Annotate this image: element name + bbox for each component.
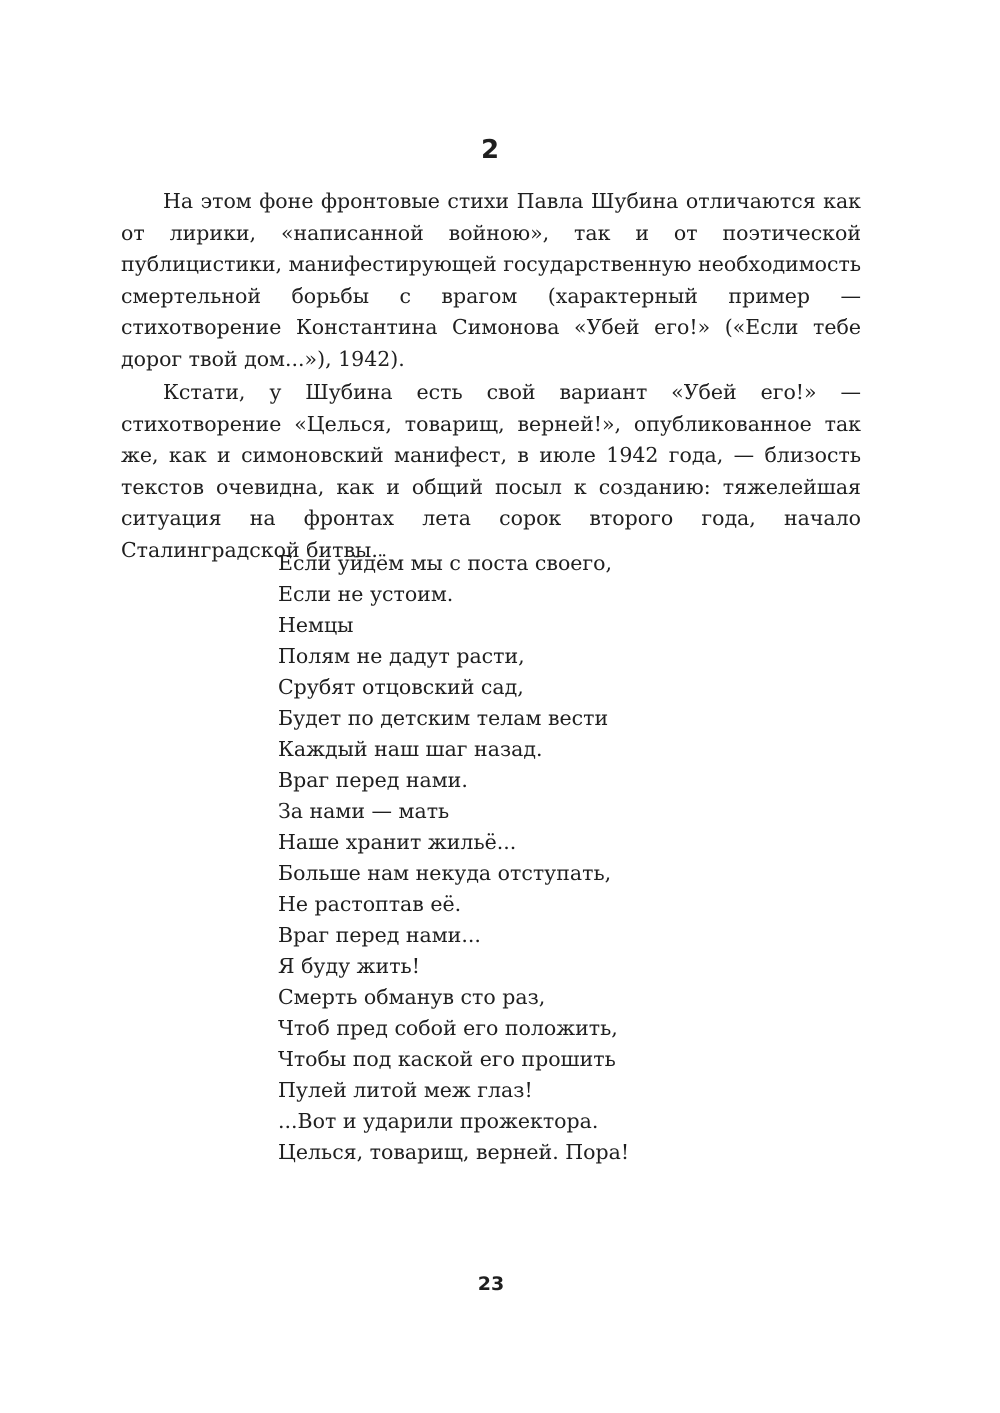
poem-line: Я буду жить! xyxy=(278,954,420,978)
poem-line: За нами — мать xyxy=(278,799,450,823)
poem-line: Немцы xyxy=(278,613,354,637)
poem-line: Чтоб пред собой его положить, xyxy=(278,1016,618,1040)
page-number: 23 xyxy=(477,1273,505,1295)
poem-line: Если не устоим. xyxy=(278,582,454,606)
poem-line: Смерть обманув сто раз, xyxy=(278,985,546,1009)
body-text xyxy=(121,186,861,568)
poem-line: Срубят отцовский сад, xyxy=(278,675,524,699)
poem-line: Полям не дадут расти, xyxy=(278,644,525,668)
poem-line: Если уйдём мы с поста своего, xyxy=(278,551,613,575)
paragraph: Кстати, у Шубина есть свой вариант «Убей его!» — стихотворение «Целься, товарищ, верней!», опубликованное так же, как и симоновский манифест, в июле 1942 года, — близость текстов очевидна, как и общий посыл к созданию: тяжелейшая ситуация на фронтах лета сорок второго года, начало Сталинградской битвы. xyxy=(121,380,861,562)
poem-line: Враг перед нами... xyxy=(278,923,481,947)
poem-line: Больше нам некуда отступать, xyxy=(278,861,612,885)
poem-line: Будет по детским телам вести xyxy=(278,706,609,730)
poem-line: ...Вот и ударили прожектора. xyxy=(278,1109,599,1133)
poem-line: Враг перед нами. xyxy=(278,768,468,792)
poem-line: Каждый наш шаг назад. xyxy=(278,737,543,761)
poem xyxy=(278,548,798,1168)
section-number: 2 xyxy=(480,135,500,165)
paragraph: На этом фоне фронтовые стихи Павла Шубина отличаются как от лирики, «написанной войною», так и от поэтической публицистики, манифестирующей государственную необходимость смертельной борьбы с врагом (характерный пример — стихотворение Константина Симонова «Убей его!» («Если тебе дорог твой дом...»), 1942). xyxy=(121,189,861,371)
poem-line: Пулей литой меж глаз! xyxy=(278,1078,533,1102)
poem-line: Наше хранит жильё... xyxy=(278,830,517,854)
poem-line: Чтобы под каской его прошить xyxy=(278,1047,616,1071)
poem-line: Целься, товарищ, верней. Пора! xyxy=(278,1140,630,1164)
poem-line: Не растоптав её. xyxy=(278,892,462,916)
